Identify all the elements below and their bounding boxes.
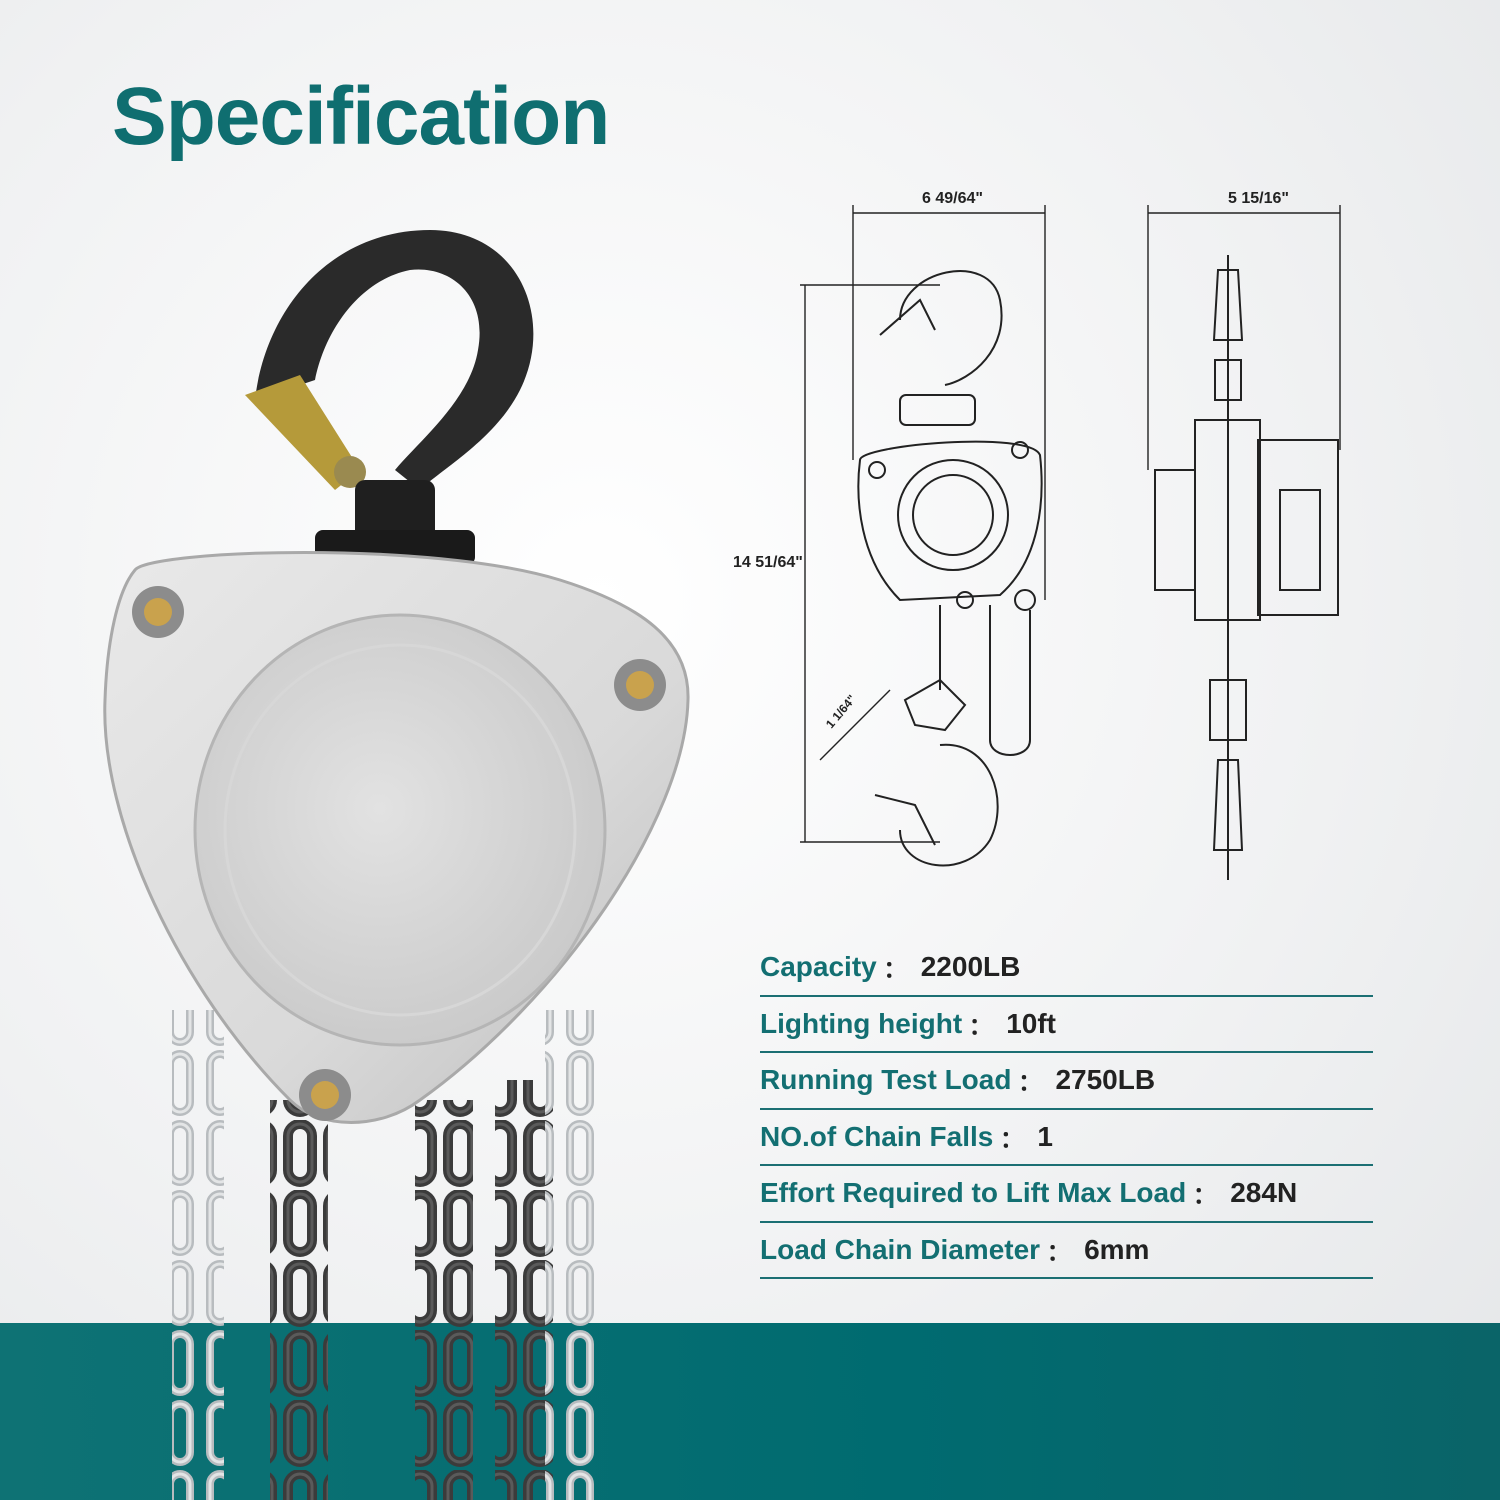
spec-label: NO.of Chain Falls (760, 1120, 994, 1152)
front-view-drawing (858, 271, 1041, 865)
dim-width-front: 6 49/64" (922, 190, 983, 207)
spec-separator: ： (1046, 1235, 1075, 1267)
spec-separator: ： (1017, 1066, 1046, 1098)
dim-height: 14 51/64" (733, 554, 803, 571)
spec-label: Capacity (760, 951, 877, 983)
spec-row-lighting-height (760, 997, 1373, 1054)
spec-separator: ： (882, 953, 911, 985)
spec-table (760, 940, 1373, 1279)
hand-chain-left (172, 1010, 224, 1500)
hand-chain-right (545, 1010, 597, 1500)
load-chain-3 (495, 1080, 553, 1500)
load-chain-2 (415, 1100, 473, 1500)
spec-row-chain-falls (760, 1110, 1373, 1167)
spec-value: 1 (1037, 1120, 1053, 1152)
spec-separator: ： (968, 1009, 997, 1041)
spec-label: Lighting height (760, 1007, 963, 1039)
spec-row-running-test-load (760, 1053, 1373, 1110)
spec-value: 2200LB (920, 951, 1021, 983)
dim-width-side: 5 15/16" (1228, 190, 1289, 207)
load-chain-1 (270, 1100, 328, 1500)
page-title: Specification (112, 71, 610, 162)
spec-row-capacity (760, 940, 1373, 997)
spec-label: Effort Required to Lift Max Load (760, 1177, 1187, 1209)
spec-separator: ： (999, 1122, 1028, 1154)
dim-hook-opening: 1 1/64" (823, 692, 859, 731)
top-hook (245, 230, 533, 565)
spec-row-load-chain-diameter (760, 1223, 1373, 1280)
spec-value: 2750LB (1055, 1064, 1156, 1096)
spec-value: 10ft (1006, 1007, 1056, 1039)
side-view-drawing (1155, 255, 1338, 880)
spec-label: Load Chain Diameter (760, 1233, 1041, 1265)
spec-row-effort (760, 1166, 1373, 1223)
spec-separator: ： (1192, 1179, 1221, 1211)
spec-value: 284N (1230, 1177, 1298, 1209)
spec-label: Running Test Load (760, 1064, 1012, 1096)
spec-value: 6mm (1084, 1233, 1150, 1265)
